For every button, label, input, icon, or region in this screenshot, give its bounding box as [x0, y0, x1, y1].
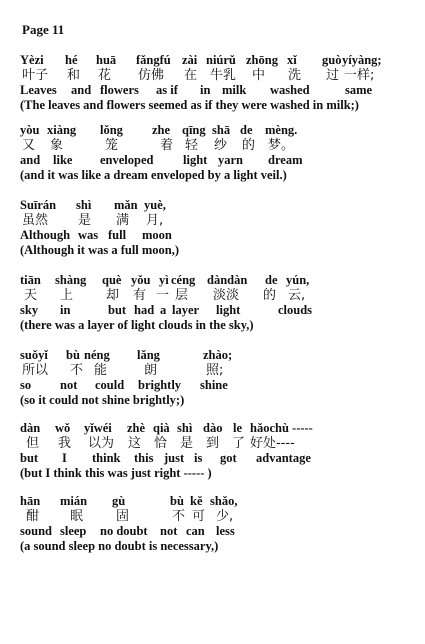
pinyin-word: xiàng [47, 123, 77, 137]
pinyin-line [20, 494, 415, 509]
translation-line [20, 98, 415, 113]
gloss-word: sound [20, 524, 52, 538]
pinyin-word: lǒng [100, 123, 123, 137]
hanzi-word: 虽然 [22, 213, 49, 228]
pinyin-word: mǎn [114, 198, 138, 212]
pinyin-word: yǐwéi [84, 421, 112, 435]
pinyin-word: fǎngfú [136, 53, 171, 67]
pinyin-word: yuè, [144, 198, 166, 212]
verse-block-3 [20, 198, 415, 258]
pinyin-word: zhe [152, 123, 171, 137]
verse-block-7 [20, 494, 415, 554]
hanzi-line [20, 436, 415, 451]
hanzi-word: 的 [242, 138, 256, 153]
gloss-word: got [220, 451, 237, 465]
pinyin-word: de [265, 273, 278, 287]
hanzi-word: 酣 [26, 509, 40, 524]
hanzi-word: 但 [26, 436, 40, 451]
gloss-word: light [216, 303, 241, 317]
hanzi-word: 有 [133, 288, 147, 303]
pinyin-word: hé [65, 53, 78, 67]
gloss-word: was [78, 228, 99, 242]
pinyin-word: de [240, 123, 253, 137]
hanzi-word: 过 [326, 68, 340, 83]
pinyin-word: hǎochù ----- [250, 421, 313, 435]
pinyin-word: yì [159, 273, 169, 287]
pinyin-word: tiān [20, 273, 41, 287]
hanzi-word: 仿佛 [138, 68, 165, 83]
gloss-word: Although [20, 228, 71, 242]
pinyin-word: huā [96, 53, 117, 67]
gloss-word: a [160, 303, 167, 317]
pinyin-word: gù [112, 494, 126, 508]
pinyin-word: xǐ [287, 53, 297, 67]
hanzi-line [20, 138, 415, 153]
hanzi-word: 不 [70, 363, 84, 378]
gloss-word: could [95, 378, 125, 392]
gloss-word: sky [20, 303, 39, 317]
pinyin-word: shì [177, 421, 193, 435]
hanzi-word: 着 [160, 138, 174, 153]
gloss-word: dream [268, 153, 303, 167]
gloss-word: not [60, 378, 78, 392]
pinyin-word: qià [153, 421, 170, 435]
translation-line [20, 243, 415, 258]
gloss-word: washed [270, 83, 310, 97]
gloss-word: enveloped [100, 153, 154, 167]
gloss-word: not [160, 524, 178, 538]
gloss-word: light [183, 153, 208, 167]
hanzi-word: 上 [60, 288, 74, 303]
gloss-word: but [20, 451, 39, 465]
gloss-word: sleep [60, 524, 87, 538]
gloss-word: no doubt [100, 524, 148, 538]
hanzi-word: 可 [192, 509, 206, 524]
hanzi-word: 牛乳 [210, 68, 237, 83]
translation-text: (The leaves and flowers seemed as if they were washed in milk;) [20, 98, 359, 112]
hanzi-line [20, 363, 415, 378]
hanzi-word: 这 [128, 436, 142, 451]
hanzi-word: 是 [180, 436, 194, 451]
hanzi-word: 到 [206, 436, 220, 451]
gloss-word: advantage [256, 451, 311, 465]
gloss-word: brightly [138, 378, 182, 392]
verse-block-6 [20, 421, 415, 481]
pinyin-word: céng [171, 273, 196, 287]
pinyin-word: bù [170, 494, 184, 508]
gloss-word: Leaves [20, 83, 57, 97]
hanzi-word: 不 [172, 509, 186, 524]
translation-text: (so it could not shine brightly;) [20, 393, 185, 407]
hanzi-word: 固 [116, 509, 130, 524]
gloss-word: so [20, 378, 32, 392]
hanzi-word: 淡淡 [213, 288, 240, 303]
hanzi-word: 洗 [288, 68, 302, 83]
hanzi-word: 朗 [144, 363, 158, 378]
hanzi-word: 能 [94, 363, 108, 378]
verse-block-4 [20, 273, 415, 333]
hanzi-word: 是 [78, 213, 92, 228]
gloss-word: same [345, 83, 373, 97]
hanzi-word: 一 [156, 288, 170, 303]
translation-line [20, 393, 415, 408]
gloss-word: and [20, 153, 41, 167]
hanzi-line [20, 68, 415, 83]
english-gloss-line [20, 451, 415, 466]
pinyin-word: shā [212, 123, 231, 137]
pinyin-word: suǒyǐ [20, 348, 48, 362]
gloss-word: this [134, 451, 154, 465]
hanzi-word: 的 [263, 288, 277, 303]
english-gloss-line [20, 524, 415, 539]
pinyin-word: zhè [127, 421, 146, 435]
gloss-word: milk [222, 83, 247, 97]
gloss-word: I [62, 451, 67, 465]
pinyin-line [20, 198, 415, 213]
gloss-word: think [92, 451, 121, 465]
hanzi-word: 好处---- [250, 436, 295, 451]
pinyin-word: lǎng [137, 348, 160, 362]
pinyin-word: niúrǔ [206, 53, 236, 67]
pinyin-word: néng [84, 348, 110, 362]
translation-line [20, 466, 415, 481]
verse-block-1 [20, 53, 415, 113]
pinyin-word: le [233, 421, 243, 435]
translation-text: (and it was like a dream enveloped by a light veil.) [20, 168, 287, 182]
hanzi-word: 在 [184, 68, 198, 83]
hanzi-word: 月, [146, 213, 164, 228]
pinyin-word: wǒ [55, 421, 71, 435]
gloss-word: moon [142, 228, 172, 242]
hanzi-line [20, 509, 415, 524]
gloss-word: like [53, 153, 73, 167]
english-gloss-line [20, 303, 415, 318]
pinyin-line [20, 273, 415, 288]
pinyin-word: dào [203, 421, 223, 435]
pinyin-word: shì [76, 198, 92, 212]
hanzi-line [20, 213, 415, 228]
hanzi-word: 层 [175, 288, 189, 303]
english-gloss-line [20, 153, 415, 168]
hanzi-word: 轻 [185, 138, 199, 153]
pinyin-word: mián [60, 494, 88, 508]
gloss-word: yarn [218, 153, 243, 167]
pinyin-word: Yèzi [20, 53, 44, 67]
hanzi-word: 我 [58, 436, 72, 451]
gloss-word: clouds [278, 303, 313, 317]
hanzi-word: 一样; [344, 68, 375, 83]
hanzi-word: 又 [22, 138, 36, 153]
pinyin-word: Suīrán [20, 198, 57, 212]
pinyin-word: mèng. [265, 123, 298, 137]
gloss-word: less [216, 524, 235, 538]
hanzi-word: 叶子 [22, 68, 49, 83]
hanzi-word: 照; [206, 363, 224, 378]
hanzi-word: 笼 [105, 138, 119, 153]
pinyin-word: qīng [182, 123, 206, 137]
hanzi-word: 却 [106, 288, 120, 303]
pinyin-word: guò [322, 53, 342, 67]
pinyin-word: bù [66, 348, 80, 362]
hanzi-word: 满 [116, 213, 130, 228]
pinyin-word: zhào; [203, 348, 233, 362]
pinyin-word: dàndàn [207, 273, 248, 287]
hanzi-word: 云, [288, 288, 306, 303]
translation-line [20, 318, 415, 333]
english-gloss-line [20, 378, 415, 393]
hanzi-word: 天 [24, 288, 38, 303]
hanzi-word: 眠 [70, 509, 84, 524]
pinyin-word: yǒu [131, 273, 151, 287]
hanzi-word: 纱 [214, 138, 228, 153]
gloss-word: but [108, 303, 127, 317]
pinyin-word: dàn [20, 421, 41, 435]
hanzi-word: 中 [252, 68, 266, 83]
hanzi-word: 少, [216, 509, 234, 524]
english-gloss-line [20, 83, 415, 98]
hanzi-word: 所以 [22, 363, 49, 378]
gloss-word: and [71, 83, 92, 97]
pinyin-word: yòu [20, 123, 40, 137]
gloss-word: in [200, 83, 211, 97]
gloss-word: as if [156, 83, 178, 97]
pinyin-word: shǎo, [210, 494, 238, 508]
pinyin-word: què [102, 273, 122, 287]
pinyin-line [20, 348, 415, 363]
hanzi-line [20, 288, 415, 303]
translation-text: (Although it was a full moon,) [20, 243, 180, 257]
pinyin-word: zhōng [246, 53, 278, 67]
gloss-word: just [164, 451, 185, 465]
hanzi-word: 象 [50, 138, 64, 153]
pinyin-word: yíyàng; [342, 53, 382, 67]
page-number-label: Page 11 [22, 22, 65, 37]
translation-text: (there was a layer of light clouds in the sky,) [20, 318, 254, 332]
translation-text: (but I think this was just right ----- ) [20, 466, 212, 480]
pinyin-line [20, 53, 415, 68]
verse-block-5 [20, 348, 415, 408]
gloss-word: in [60, 303, 71, 317]
hanzi-word: 和 [67, 68, 81, 83]
pinyin-line [20, 421, 415, 436]
hanzi-word: 以为 [88, 436, 115, 451]
verse-block-2 [20, 123, 415, 183]
gloss-word: can [186, 524, 205, 538]
hanzi-word: 恰 [154, 436, 168, 451]
hanzi-word: 梦。 [268, 138, 295, 153]
gloss-word: is [194, 451, 203, 465]
gloss-word: full [108, 228, 127, 242]
pinyin-word: hān [20, 494, 41, 508]
pinyin-word: kě [190, 494, 203, 508]
hanzi-word: 了 [232, 436, 246, 451]
pinyin-line [20, 123, 415, 138]
english-gloss-line [20, 228, 415, 243]
translation-text: (a sound sleep no doubt is necessary,) [20, 539, 219, 553]
translation-line [20, 539, 415, 554]
gloss-word: shine [200, 378, 228, 392]
pinyin-word: zài [182, 53, 198, 67]
pinyin-word: shàng [55, 273, 87, 287]
gloss-word: had [134, 303, 155, 317]
gloss-word: flowers [100, 83, 139, 97]
pinyin-word: yún, [286, 273, 310, 287]
translation-line [20, 168, 415, 183]
gloss-word: layer [172, 303, 200, 317]
hanzi-word: 花 [98, 68, 112, 83]
